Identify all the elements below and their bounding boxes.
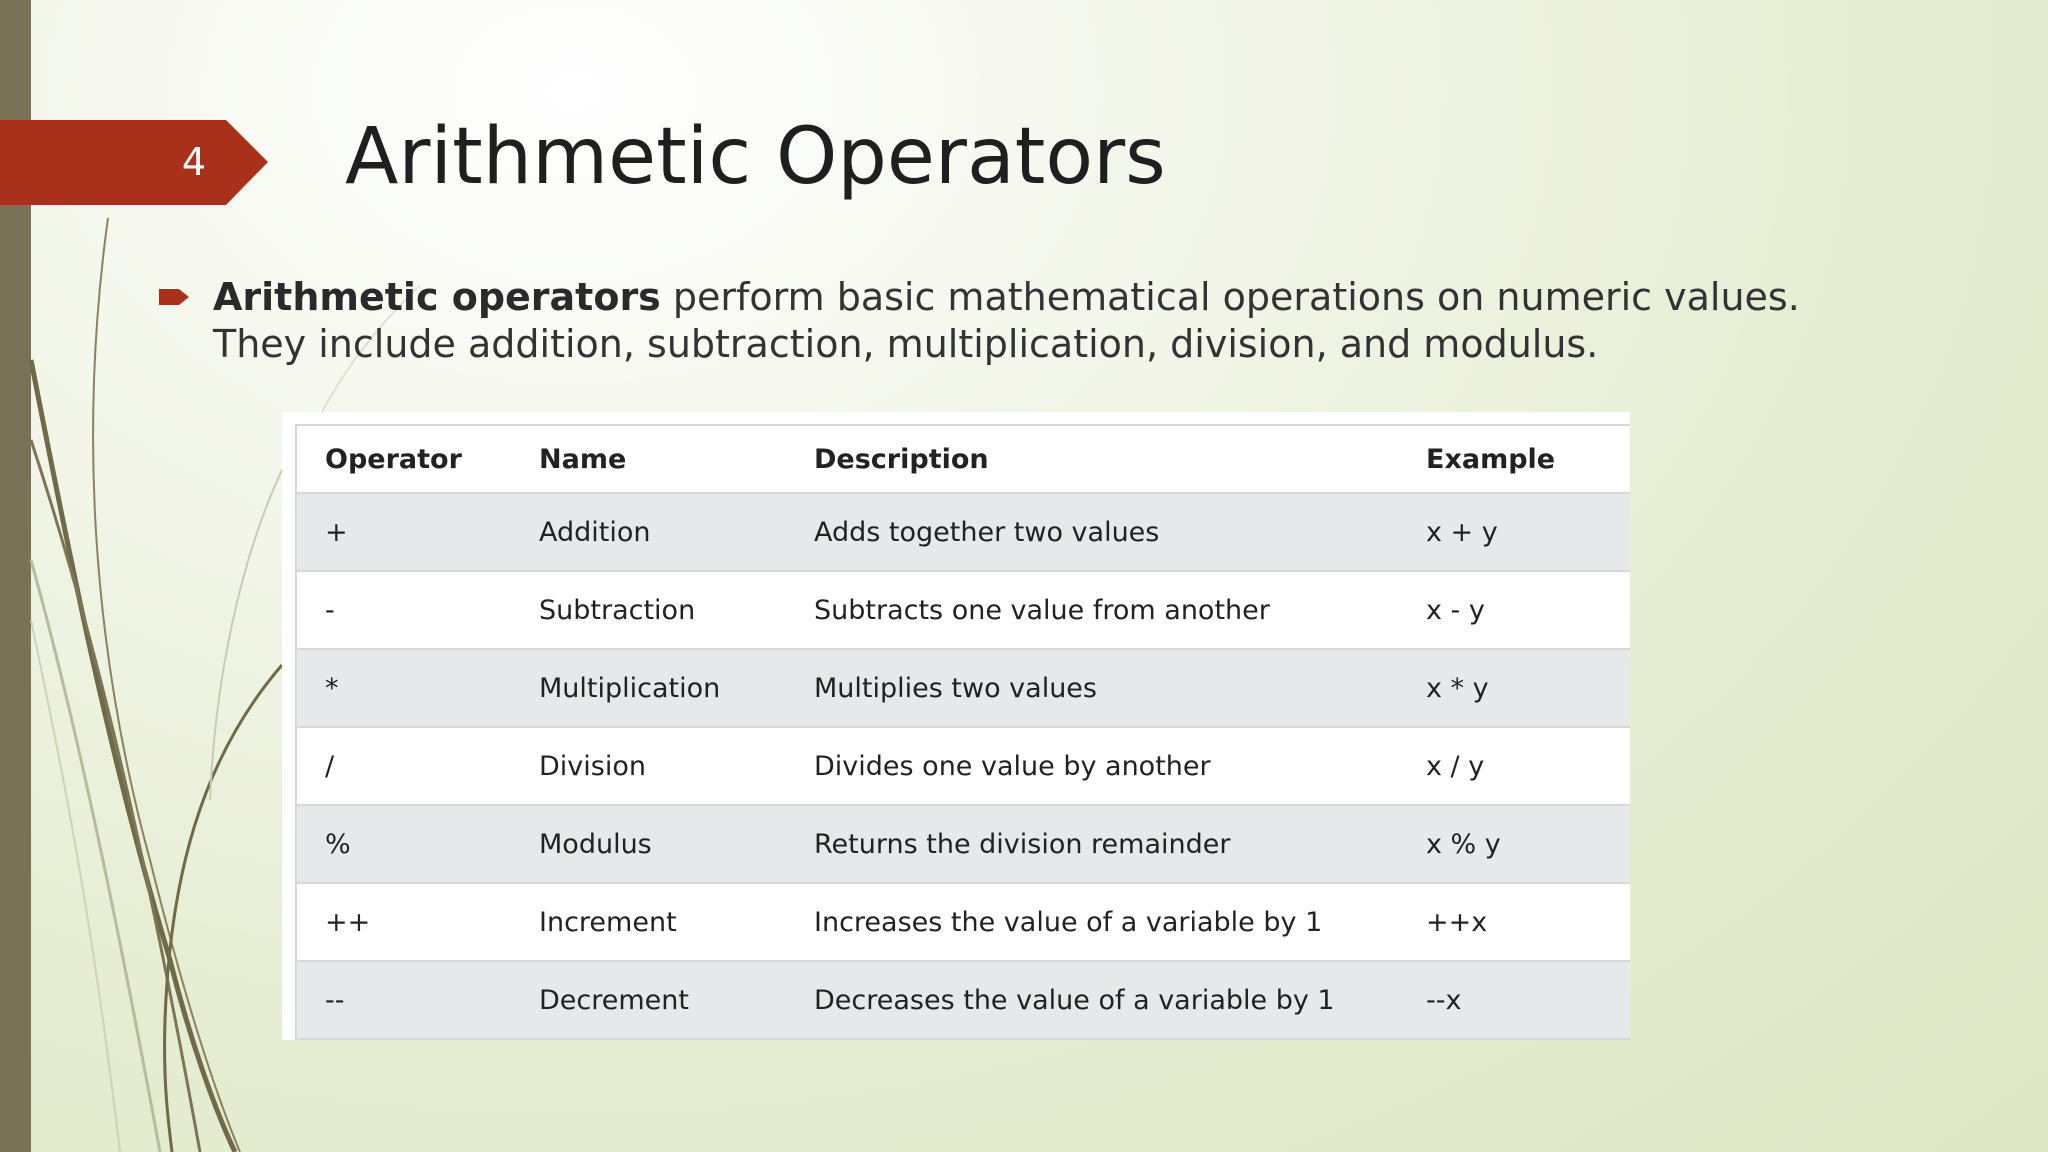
- cell-description: Decreases the value of a variable by 1: [786, 961, 1398, 1039]
- cell-example: --x: [1398, 961, 1630, 1039]
- cell-description: Increases the value of a variable by 1: [786, 883, 1398, 961]
- cell-name: Addition: [511, 493, 786, 571]
- cell-operator: %: [296, 805, 511, 883]
- cell-example: x * y: [1398, 649, 1630, 727]
- cell-example: x % y: [1398, 805, 1630, 883]
- table-row: [296, 883, 1630, 961]
- cell-operator: -: [296, 571, 511, 649]
- table-row: [296, 649, 1630, 727]
- header-description: Description: [786, 425, 1398, 493]
- cell-name: Increment: [511, 883, 786, 961]
- bullet-text: [213, 274, 1853, 368]
- cell-example: x / y: [1398, 727, 1630, 805]
- cell-name: Decrement: [511, 961, 786, 1039]
- cell-name: Modulus: [511, 805, 786, 883]
- cell-description: Adds together two values: [786, 493, 1398, 571]
- cell-operator: +: [296, 493, 511, 571]
- cell-name: Subtraction: [511, 571, 786, 649]
- cell-operator: *: [296, 649, 511, 727]
- slide-number-tab: [0, 120, 268, 205]
- table-row: [296, 961, 1630, 1039]
- cell-operator: --: [296, 961, 511, 1039]
- slide-title: Arithmetic Operators: [345, 112, 1166, 202]
- header-example: Example: [1398, 425, 1630, 493]
- bullet-bold-term: Arithmetic operators: [213, 275, 661, 319]
- cell-description: Multiplies two values: [786, 649, 1398, 727]
- cell-description: Subtracts one value from another: [786, 571, 1398, 649]
- table-row: [296, 805, 1630, 883]
- header-operator: Operator: [296, 425, 511, 493]
- slide-number: 4: [181, 140, 207, 184]
- cell-operator: /: [296, 727, 511, 805]
- cell-operator: ++: [296, 883, 511, 961]
- cell-name: Multiplication: [511, 649, 786, 727]
- table-row: [296, 571, 1630, 649]
- cell-description: Divides one value by another: [786, 727, 1398, 805]
- header-name: Name: [511, 425, 786, 493]
- table-row: [296, 493, 1630, 571]
- cell-name: Division: [511, 727, 786, 805]
- bullet-description: perform basic mathematical operations on numeric values. They include addition, subtraction, multiplication, division, and modulus.: [213, 275, 1800, 366]
- cell-example: x - y: [1398, 571, 1630, 649]
- cell-example: x + y: [1398, 493, 1630, 571]
- cell-example: ++x: [1398, 883, 1630, 961]
- operators-table: [295, 424, 1630, 1040]
- cell-description: Returns the division remainder: [786, 805, 1398, 883]
- table-header-row: [296, 425, 1630, 493]
- table-row: [296, 727, 1630, 805]
